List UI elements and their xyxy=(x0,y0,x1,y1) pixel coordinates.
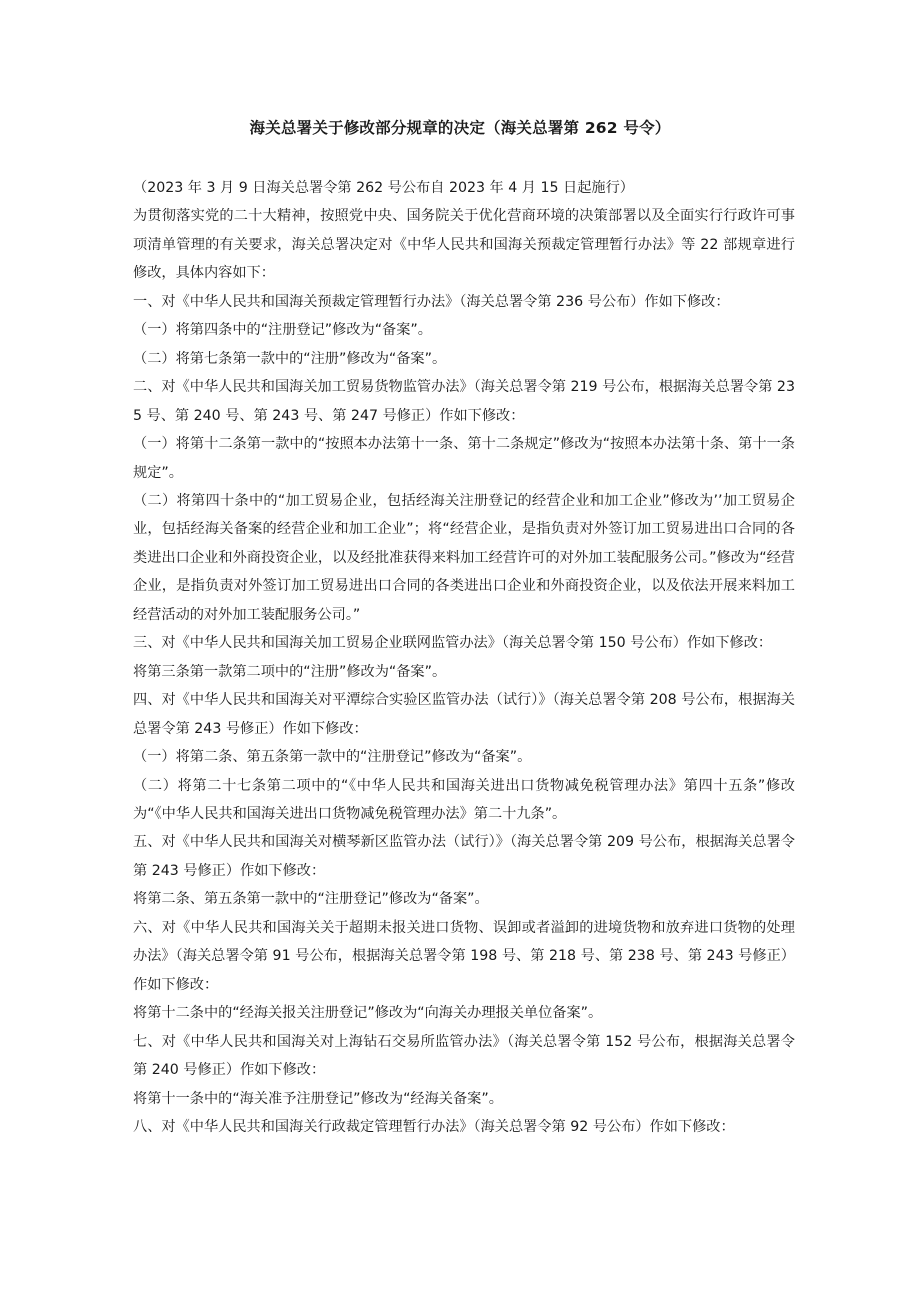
paragraph-item-3-detail: 将第三条第一款第二项中的“注册”修改为“备案”。 xyxy=(133,663,447,680)
paragraph-item-7-detail: 将第十一条中的“海关准予注册登记”修改为“经海关备案”。 xyxy=(133,1090,503,1107)
paragraph-item-2-sub-1: （一）将第十二条第一款中的“按照本办法第十一条、第十二条规定”修改为“按照本办法第十条、第十一条规定”。 xyxy=(133,436,795,481)
paragraph-item-4-sub-1: （一）将第二条、第五条第一款中的“注册登记”修改为“备案”。 xyxy=(133,749,532,766)
paragraph-item-5: 五、对《中华人民共和国海关对横琴新区监管办法（试行）》（海关总署令第 209 号公布，根据海关总署令第 243 号修正）作如下修改： xyxy=(133,834,795,879)
paragraph-item-1: 一、对《中华人民共和国海关预裁定管理暂行办法》（海关总署令第 236 号公布）作如下修改： xyxy=(133,293,730,310)
paragraph-item-5-detail: 将第二条、第五条第一款中的“注册登记”修改为“备案”。 xyxy=(133,891,489,908)
paragraph-item-4: 四、对《中华人民共和国海关对平潭综合实验区监管办法（试行）》（海关总署令第 208 号公布，根据海关总署令第 243 号修正）作如下修改： xyxy=(133,692,795,737)
paragraph-item-8: 八、对《中华人民共和国海关行政裁定管理暂行办法》（海关总署令第 92 号公布）作如下修改： xyxy=(133,1118,735,1135)
paragraph-item-4-sub-2: （二）将第二十七条第二项中的“《中华人民共和国海关进出口货物减免税管理办法》第四十五条”修改为“《中华人民共和国海关进出口货物减免税管理办法》第二十九条”。 xyxy=(133,777,795,822)
paragraph-promulgation-note: （2023 年 3 月 9 日海关总署令第 262 号公布自 2023 年 4 月 15 日起施行） xyxy=(133,180,634,196)
paragraph-item-1-sub-2: （二）将第七条第一款中的“注册”修改为“备案”。 xyxy=(133,350,447,367)
paragraph-item-6: 六、对《中华人民共和国海关关于超期未报关进口货物、误卸或者溢卸的进境货物和放弃进口货物的处理办法》（海关总署令第 91 号公布，根据海关总署令第 198 号、第 218 号、第 238 号、第 243 号修正）作如下修改： xyxy=(133,919,795,993)
paragraph-preamble: 为贯彻落实党的二十大精神，按照党中央、国务院关于优化营商环境的决策部署以及全面实行行政许可事项清单管理的有关要求，海关总署决定对《中华人民共和国海关预裁定管理暂行办法》等 22 部规章进行修改，具体内容如下： xyxy=(133,208,795,282)
document-title: 海关总署关于修改部分规章的决定（海关总署第 262 号令） xyxy=(249,119,671,137)
paragraph-item-3: 三、对《中华人民共和国海关加工贸易企业联网监管办法》（海关总署令第 150 号公布）作如下修改： xyxy=(133,635,773,652)
paragraph-item-7: 七、对《中华人民共和国海关对上海钻石交易所监管办法》（海关总署令第 152 号公布，根据海关总署令第 240 号修正）作如下修改： xyxy=(133,1033,795,1079)
paragraph-item-2-sub-2: （二）将第四十条中的“加工贸易企业，包括经海关注册登记的经营企业和加工企业”修改为’’加工贸易企业，包括经海关备案的经营企业和加工企业”；将“经营企业，是指负责对外签订加工贸易进出口合同的各类进出口企业和外商投资企业，以及经批准获得来料加工经营许可的对外加工装配服务公司。”修改为“经营企业，是指负责对外签订加工贸易进出口合同的各类进出口企业和外商投资企业，以及依法开展来料加工经营活动的对外加工装配服务公司。” xyxy=(133,492,795,623)
document-body xyxy=(133,174,795,1141)
paragraph-item-6-detail: 将第十二条中的“经海关报关注册登记”修改为“向海关办理报关单位备案”。 xyxy=(133,1005,603,1022)
paragraph-item-1-sub-1: （一）将第四条中的“注册登记”修改为“备案”。 xyxy=(133,322,432,339)
paragraph-item-2: 二、对《中华人民共和国海关加工贸易货物监管办法》（海关总署令第 219 号公布，根据海关总署令第 235 号、第 240 号、第 243 号、第 247 号修正）作如下修改： xyxy=(133,379,795,424)
